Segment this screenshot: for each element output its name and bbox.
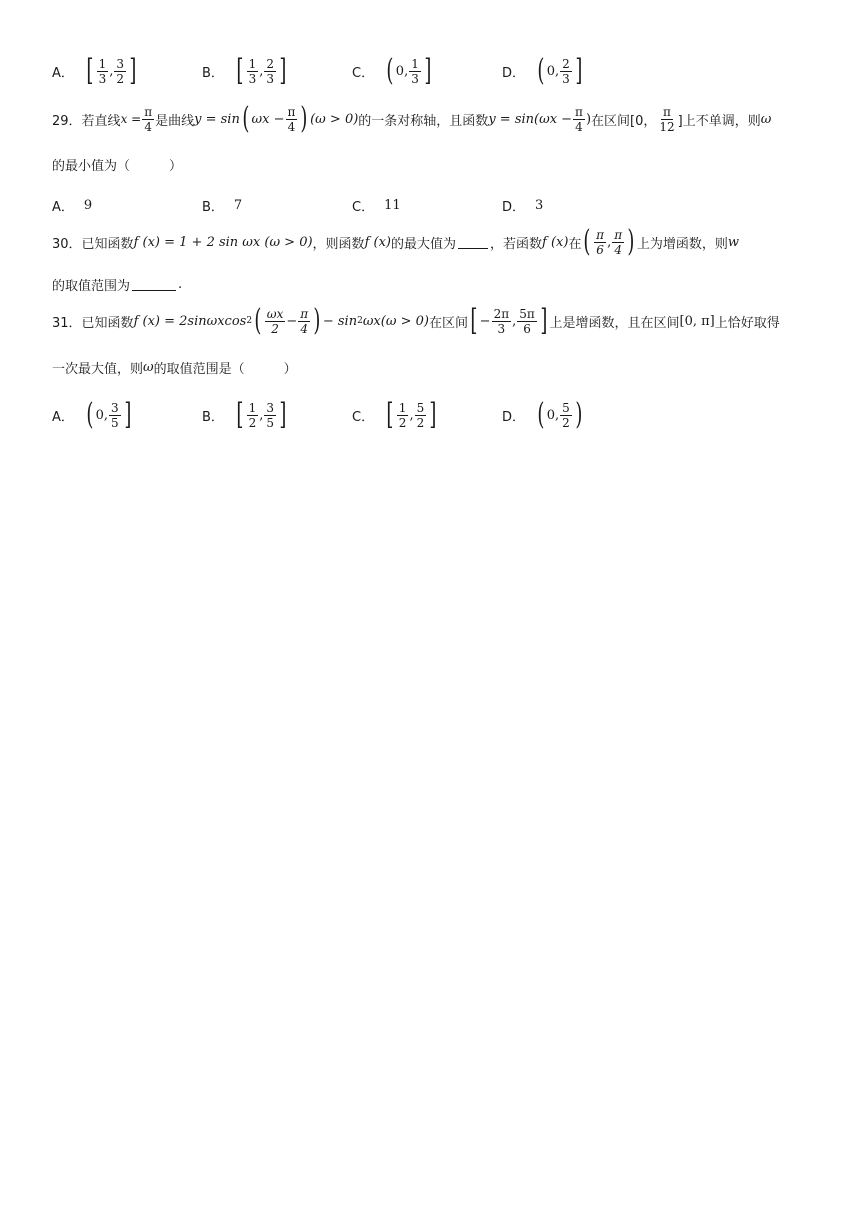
denominator: 4 <box>300 321 309 336</box>
math: f (x) = 2sinωxcos <box>133 313 247 329</box>
option-label: C． <box>352 409 375 425</box>
q29-option-a[interactable] <box>52 196 92 215</box>
question-number: 31． <box>52 315 82 331</box>
denominator: 6 <box>596 242 604 257</box>
fraction <box>97 57 109 86</box>
option-label: B． <box>202 200 224 215</box>
value: 0, <box>395 63 409 79</box>
q31-option-d[interactable] <box>502 397 585 432</box>
q31-option-a[interactable] <box>52 397 133 432</box>
value: 0, <box>95 407 109 423</box>
numerator: 1 <box>248 56 257 71</box>
text: 上是增函数，且在区间 <box>549 315 680 331</box>
fraction <box>247 401 259 430</box>
text: 的最大值为 <box>390 236 456 252</box>
denominator: 3 <box>411 71 419 86</box>
math: x = <box>120 112 142 126</box>
denominator: 2 <box>248 415 257 430</box>
bracket: ] <box>129 53 137 88</box>
option-label: C． <box>352 65 375 81</box>
numerator: π <box>575 104 583 119</box>
option-label: C． <box>352 200 375 215</box>
bracket: ( <box>537 397 545 432</box>
numerator: 3 <box>111 400 119 415</box>
denominator: 4 <box>144 119 152 134</box>
numerator: 3 <box>266 400 275 415</box>
q28-option-a[interactable]: A． [ $\frac{1}{3}$ , $\frac{3}{2}$ ] <box>52 53 137 88</box>
fraction <box>612 228 624 257</box>
numerator: 1 <box>411 56 419 71</box>
fraction <box>517 307 537 336</box>
fraction <box>109 401 121 430</box>
text: 的最小值为（ ） <box>52 159 183 174</box>
fraction <box>657 105 676 134</box>
text: 在 <box>568 236 582 252</box>
numerator: π <box>300 306 309 321</box>
q29-stem-line1: 29． 若直线 x = $\frac{\pi}{4}$ 是曲线 y = sin ( ωx − $\frac{\pi}{4}$ ) (ω > 0) 的一条对称轴，且函数 y = sin(ωx − $\frac{\pi}{4}$ ) 在区间[0， $\frac{\pi}{12}$ ]上不单调，则 ω <box>52 101 772 136</box>
bracket: [ <box>86 53 94 88</box>
text: . <box>178 277 183 292</box>
text: 的取值范围为 <box>52 279 131 294</box>
q28-option-c[interactable] <box>352 53 434 88</box>
bracket: ] <box>575 53 583 88</box>
numerator: 5π <box>519 306 535 321</box>
bracket: ] <box>279 397 287 432</box>
numerator: 3 <box>116 56 125 71</box>
option-label: A． <box>52 409 74 425</box>
numerator: 1 <box>248 400 257 415</box>
math: w <box>727 234 739 250</box>
fraction <box>560 57 572 86</box>
option-value: 7 <box>233 198 243 213</box>
fraction <box>298 307 310 336</box>
text: 在区间 <box>428 315 468 331</box>
math: ωx(ω > 0) <box>362 313 429 329</box>
q29-option-d[interactable] <box>502 196 543 215</box>
numerator: 5 <box>562 400 570 415</box>
q30-stem-line2 <box>52 275 182 294</box>
denominator: 2 <box>271 321 279 336</box>
bracket: [ <box>386 397 394 432</box>
q31-option-c[interactable]: C． [ $\frac{1}{2}$ , $\frac{5}{2}$ ] <box>352 397 437 432</box>
answer-blank[interactable] <box>132 278 176 291</box>
denominator: 2 <box>562 415 570 430</box>
q28-option-b[interactable]: B． [ $\frac{1}{3}$ , $\frac{2}{3}$ ] <box>202 53 287 88</box>
option-label: D． <box>502 409 526 425</box>
text: 已知函数 <box>81 315 134 331</box>
fraction <box>415 401 427 430</box>
option-value: 11 <box>384 198 401 213</box>
fraction <box>594 228 606 257</box>
fraction <box>286 105 298 134</box>
value: 0, <box>546 63 560 79</box>
bracket: ] <box>124 397 132 432</box>
numerator: π <box>287 104 296 119</box>
q29-stem-line2 <box>52 155 182 174</box>
q31-stem-line1: 31． 已知函数 f (x) = 2sinωxcos 2 ( $\frac{\omega x}{2}$ − $\frac{\pi}{4}$ ) − sin 2 ωx(ω > 0) 在区间 [ − $\frac{2\pi}{3}$ , $\frac{5\pi}{6}$ ] 上是增函数，且在区间 [0, π] 上恰好取得 <box>52 303 780 338</box>
numerator: π <box>144 104 153 119</box>
q29-option-c[interactable] <box>352 196 401 215</box>
denominator: 4 <box>575 119 583 134</box>
fraction <box>264 401 276 430</box>
numerator: π <box>596 227 605 242</box>
math: (ω > 0) <box>310 111 359 127</box>
numerator: 2 <box>562 56 570 71</box>
denominator: 12 <box>659 119 675 134</box>
text: ]上不单调，则 <box>677 113 761 129</box>
numerator: π <box>663 104 671 119</box>
math: y = sin(ωx − <box>488 111 573 127</box>
exponent: 2 <box>357 316 363 326</box>
exponent: 2 <box>246 316 253 326</box>
denominator: 2 <box>116 71 125 86</box>
bracket: ] <box>424 53 432 88</box>
text: ，若函数 <box>490 236 543 252</box>
option-value: 3 <box>535 198 544 213</box>
bracket: ( <box>386 53 394 88</box>
math: f (x) = 1 + 2 sin ωx (ω > 0) <box>133 234 313 250</box>
fraction <box>573 105 585 134</box>
numerator: 2π <box>493 306 510 321</box>
math: ) <box>585 111 592 127</box>
q30-stem-line1: 30． 已知函数 f (x) = 1 + 2 sin ωx (ω > 0) ，则函数 f (x) 的最大值为 ，若函数 f (x) 在 ( $\frac{\pi}{6}$ , $\frac{\pi}{4}$ ) 上为增函数，则 w <box>52 224 739 259</box>
q31-option-b[interactable]: B． [ $\frac{1}{2}$ , $\frac{3}{5}$ ] <box>202 397 287 432</box>
bracket: [ <box>236 53 244 88</box>
value: 0, <box>546 407 560 423</box>
fraction <box>409 57 421 86</box>
numerator: 1 <box>98 56 107 71</box>
math: f (x) <box>542 234 569 250</box>
option-value: 9 <box>83 198 93 213</box>
q29-option-b[interactable] <box>202 196 242 215</box>
fraction <box>142 105 154 134</box>
text: 的一条对称轴，且函数 <box>358 113 489 129</box>
denominator: 3 <box>266 71 275 86</box>
text: 上恰好取得 <box>714 315 780 331</box>
fraction <box>492 307 512 336</box>
math: f (x) <box>364 234 391 250</box>
option-label: A． <box>52 200 74 215</box>
denominator: 4 <box>614 242 622 257</box>
text: 是曲线 <box>155 113 195 129</box>
denominator: 5 <box>111 415 119 430</box>
math: ω <box>760 111 772 127</box>
denominator: 3 <box>497 321 506 336</box>
math: − <box>286 313 298 329</box>
option-label: A． <box>52 65 74 81</box>
numerator: 2 <box>266 56 275 71</box>
fraction <box>265 307 286 336</box>
math: ω <box>143 360 154 375</box>
bracket: ) <box>575 397 583 432</box>
numerator: 1 <box>398 400 407 415</box>
denominator: 2 <box>398 415 407 430</box>
numerator: π <box>614 227 623 242</box>
math: − <box>479 313 491 329</box>
fraction <box>560 401 572 430</box>
math: y = sin <box>194 111 240 127</box>
text: 一次最大值，则 <box>52 362 144 377</box>
text: 若直线 <box>81 113 121 129</box>
fraction <box>247 57 259 86</box>
q31-stem-line2 <box>52 358 297 377</box>
fraction <box>397 401 409 430</box>
question-number: 30． <box>52 236 82 252</box>
bracket: ] <box>279 53 287 88</box>
text: 上为增函数，则 <box>636 236 728 252</box>
math: ωx − <box>251 111 285 127</box>
denominator: 4 <box>287 119 296 134</box>
denominator: 5 <box>266 415 275 430</box>
numerator: ωx <box>266 306 284 321</box>
denominator: 3 <box>98 71 107 86</box>
bracket: ( <box>537 53 545 88</box>
option-label: B． <box>202 409 224 425</box>
denominator: 6 <box>523 321 531 336</box>
denominator: 3 <box>248 71 257 86</box>
math: [0, π] <box>679 313 715 329</box>
option-label: D． <box>502 65 526 81</box>
bracket: ] <box>429 397 437 432</box>
question-number: 29． <box>52 113 82 129</box>
option-label: B． <box>202 65 224 81</box>
fraction <box>264 57 276 86</box>
text: 的取值范围是（ ） <box>153 362 297 377</box>
fraction <box>114 57 126 86</box>
math: − sin <box>322 313 358 329</box>
bracket: ( <box>86 397 94 432</box>
text: 在区间[0， <box>591 113 657 129</box>
text: 已知函数 <box>81 236 134 252</box>
denominator: 3 <box>562 71 570 86</box>
bracket: [ <box>236 397 244 432</box>
text: ，则函数 <box>312 236 365 252</box>
option-label: D． <box>502 200 526 215</box>
numerator: 5 <box>416 400 425 415</box>
denominator: 2 <box>416 415 425 430</box>
q28-option-d[interactable] <box>502 53 585 88</box>
answer-blank[interactable] <box>458 236 488 249</box>
